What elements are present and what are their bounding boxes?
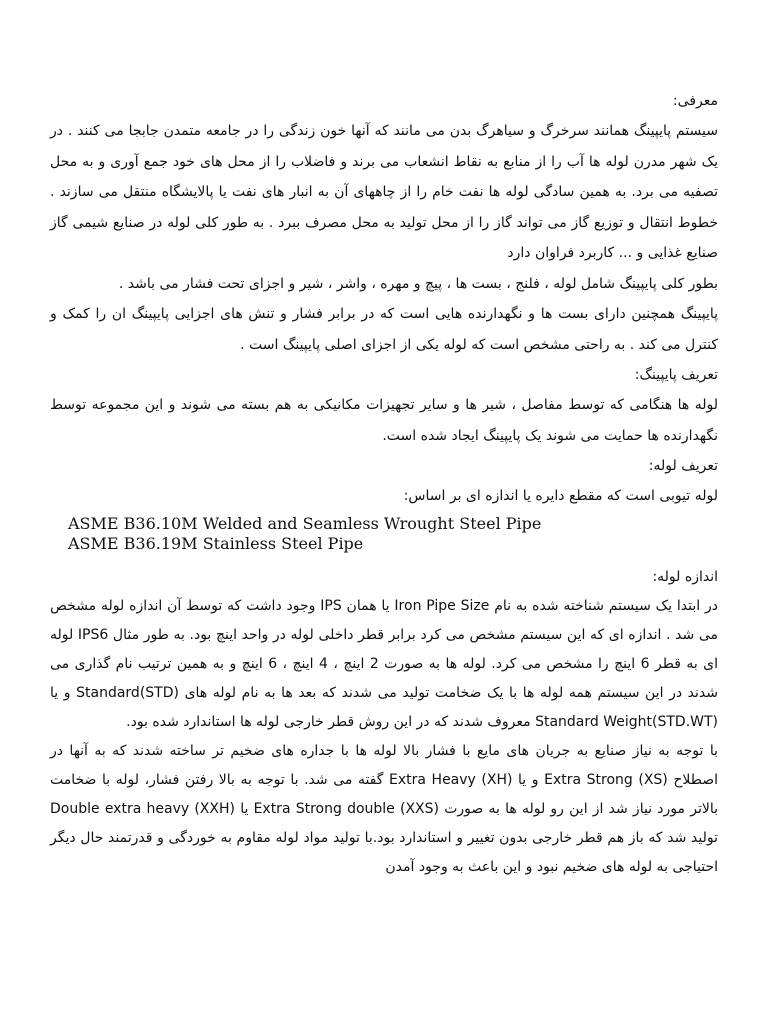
supports-paragraph: پایپینگ همچنین دارای بست ها و نگهدارنده هایی است که در برابر فشار و تنش های اجزایی پایپینگ ان را کمک و کنترل می کند . به راحتی مشخص است که لوله یکی از اجزای اصلی پایپینگ است . — [50, 306, 718, 353]
standard-b36-10m: ASME B36.10M Welded and Seamless Wrought Steel Pipe — [68, 513, 542, 533]
pipe-size-heading: اندازه لوله: — [652, 568, 718, 585]
standard-b36-19m: ASME B36.19M Stainless Steel Pipe — [68, 533, 364, 553]
standards-list — [50, 512, 718, 562]
piping-components-paragraph: بطور کلی پایپینگ شامل لوله ، فلنج ، بست ها ، پیچ و مهره ، واشر ، شیر و اجزای تحت فشار می باشد . — [118, 275, 718, 292]
extra-strong-paragraph: با توجه به نیاز صنایع به جریان های مایع با فشار بالا لوله ها با جداره های ضخیم تر ساخته شدند که به آنها در اصطلاح Extra Strong (XS) و یا Extra Heavy (XH) گفته می شد. با توجه به بالا رفتن فشار، لوله با ضخامت بالاتر مورد نیاز شد از این رو لوله ها به صورت Extra Strong double (XXS) یا Double extra heavy (XXH) تولید شد که باز هم قطر خارجی بدون تغییر و استاندارد بود.با تولید مواد لوله مقاوم به خوردگی و قدرتمند حال دیگر احتیاجی به لوله های ضخیم نبود و این باعث به وجود آمدن — [50, 742, 718, 875]
intro-heading: معرفی: — [672, 93, 718, 109]
piping-definition-paragraph: لوله ها هنگامی که توسط مفاصل ، شیر ها و سایر تجهیزات مکانیکی به هم بسته می شوند و این مجموعه توسط نگهدارنده ها حمایت می شوند یک پایپینگ ایجاد شده است. — [50, 397, 718, 444]
pipe-definition-paragraph: لوله تیوبی است که مقطع دایره یا اندازه ای بر اساس: — [403, 488, 718, 504]
pipe-size-paragraph: در ابتدا یک سیستم شناخته شده به نام Iron Pipe Size یا همان IPS وجود داشت که توسط آن اندازه لوله مشخص می شد . اندازه ای که این سیستم مشخص می کرد برابر قطر داخلی لوله در واحد اینچ بود. به طور مثال IPS6 لوله ای به قطر 6 اینچ را مشخص می کرد. لوله ها به صورت 2 اینچ ، 4 اینچ ، 6 اینچ و به همین ترتیب نام گذاری می شدند در این سیستم همه لوله ها با یک ضخامت تولید می شدند که بعد ها به نام لوله های Standard(STD) و یا Standard Weight(STD.WT) معروف شدند که در این روش قطر خارجی لوله ها استاندارد شده بود. — [50, 597, 719, 730]
pipe-definition-heading: تعریف لوله: — [648, 458, 718, 474]
intro-paragraph: سیستم پایپینگ همانند سرخرگ و سیاهرگ بدن می مانند که آنها خون زندگی را در جامعه متمدن جابجا می کنند . در یک شهر مدرن لوله ها آب را از منابع به نقاط انشعاب می برند و فاضلاب را از محل های خود جمع آوری و به محل تصفیه می برد. به همین سادگی لوله ها نفت خام را از چاههای آن به انبار های نفت یا پالایشگاه منتقل می سازند . خطوط انتقال و توزیع گاز می تواند گاز را از محل تولید به محل مصرف ببرد . به طور کلی لوله در صنایع شیمی گاز صنایع غذایی و ... کاربرد فراوان دارد — [50, 123, 718, 261]
piping-definition-heading: تعریف پایپینگ: — [634, 367, 718, 383]
